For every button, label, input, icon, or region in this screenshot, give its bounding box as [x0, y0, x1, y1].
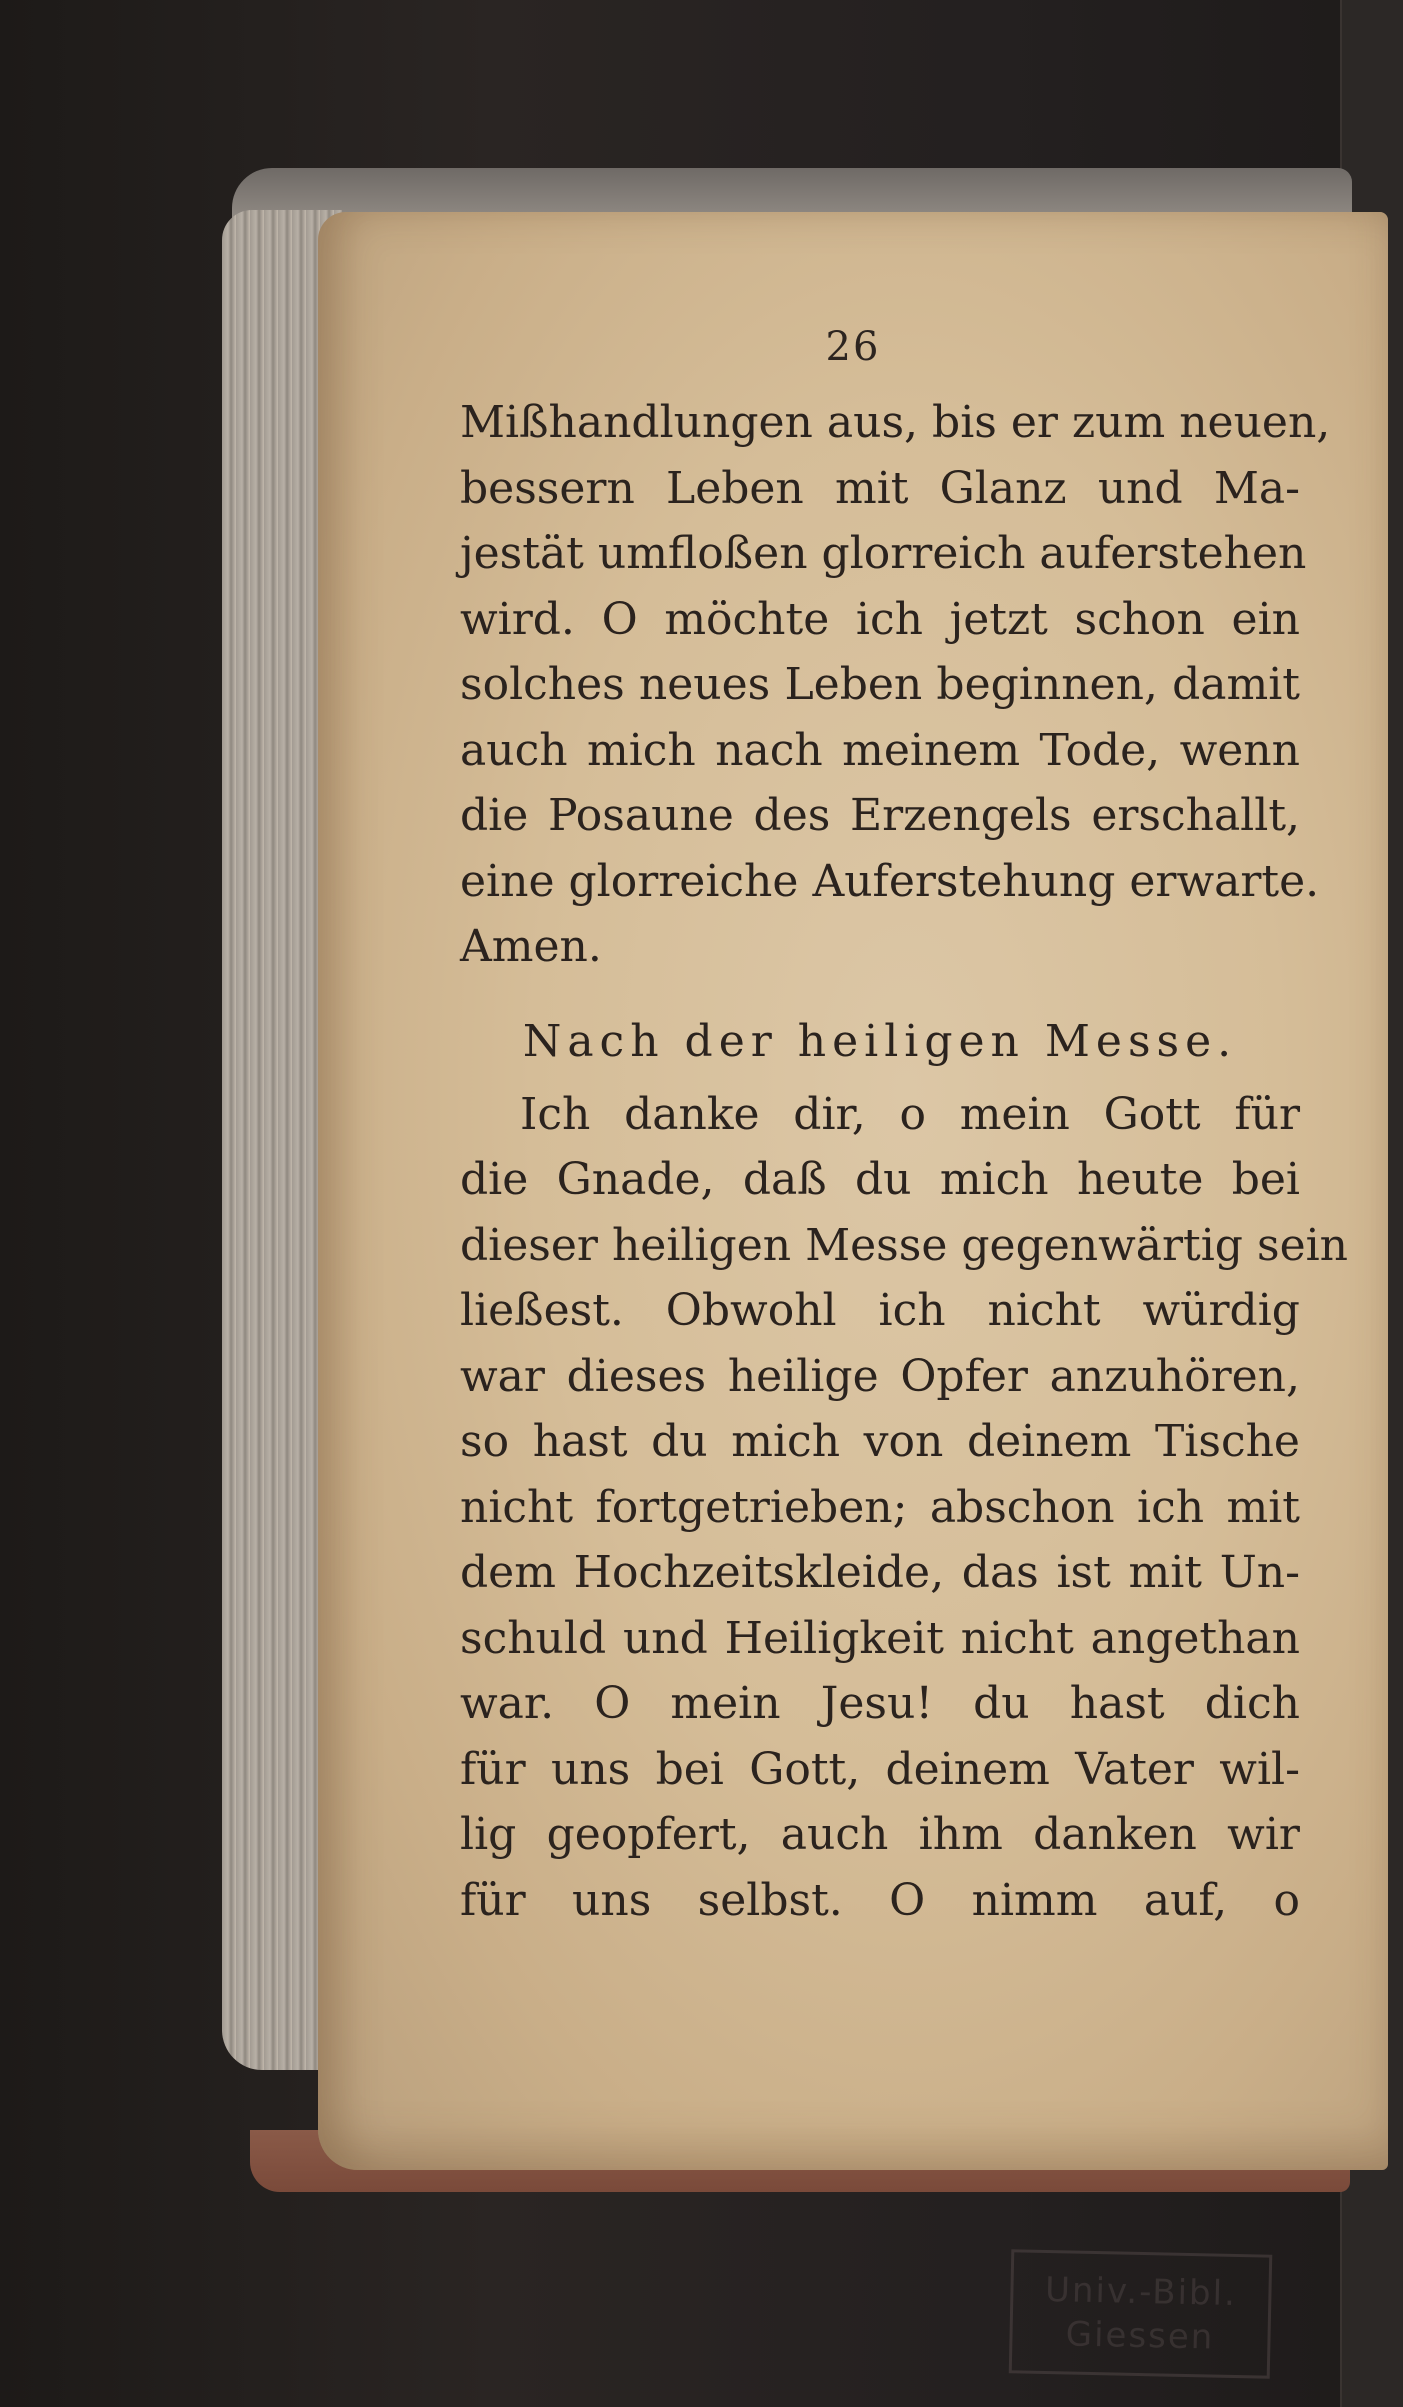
- word: mit: [1128, 1547, 1202, 1598]
- word: deinem: [885, 1743, 1050, 1795]
- word: du: [854, 1154, 912, 1205]
- word: war: [460, 1350, 545, 1402]
- word: bei: [1231, 1154, 1300, 1205]
- word: Gott,: [749, 1743, 861, 1795]
- word: selbst.: [697, 1874, 843, 1926]
- word: heute: [1076, 1154, 1204, 1205]
- word: für: [460, 1874, 526, 1926]
- text-line: [460, 1868, 1300, 1934]
- word: würdig: [1142, 1285, 1300, 1336]
- word: Heiligkeit: [724, 1612, 944, 1664]
- stamp-line-2: Giessen: [1065, 2314, 1215, 2358]
- word: Opfer: [900, 1350, 1028, 1402]
- text-line: [460, 652, 1300, 718]
- word: ich: [855, 593, 923, 645]
- word: schuld: [460, 1612, 607, 1664]
- word: bei: [655, 1743, 724, 1795]
- word: mit: [834, 462, 909, 514]
- word: Auferstehung: [812, 855, 1116, 907]
- paragraph-1: [460, 390, 1331, 980]
- word: danke: [624, 1088, 760, 1140]
- word: damit: [1172, 659, 1300, 710]
- word: hast: [1069, 1678, 1165, 1729]
- word: jetzt: [949, 593, 1048, 645]
- word: abschon: [929, 1481, 1115, 1533]
- word: dich: [1204, 1678, 1300, 1729]
- word: ließest.: [460, 1285, 624, 1336]
- word: für: [460, 1743, 526, 1795]
- section-heading: Nach der heiligen Messe.: [522, 1015, 1238, 1067]
- word: er: [1010, 397, 1058, 448]
- word: glorreiche: [568, 855, 799, 907]
- word: eine: [460, 855, 555, 907]
- word: Un-: [1219, 1547, 1300, 1598]
- word: geopfert,: [546, 1809, 751, 1860]
- word: die: [460, 1154, 529, 1205]
- word: wil-: [1219, 1743, 1300, 1795]
- word: wenn: [1179, 724, 1300, 776]
- word: sein: [1256, 1219, 1349, 1271]
- word: umfloßen: [597, 528, 808, 579]
- word: bessern: [460, 462, 635, 514]
- text-line: [460, 587, 1300, 653]
- word: Erzengels: [850, 790, 1072, 841]
- word: o: [1273, 1874, 1300, 1926]
- word: mich: [586, 724, 696, 776]
- text-line: [460, 456, 1300, 522]
- word: solches: [460, 659, 625, 710]
- word: nach: [715, 724, 823, 776]
- word: wir: [1227, 1809, 1300, 1860]
- word: aus,: [826, 397, 919, 448]
- word: Posaune: [547, 790, 734, 841]
- word: erschallt,: [1091, 790, 1300, 841]
- word: heiligen: [611, 1219, 792, 1271]
- text-line: [460, 783, 1300, 849]
- word: nimm: [971, 1874, 1098, 1926]
- word: wird.: [460, 593, 575, 645]
- word: Tische: [1154, 1416, 1300, 1467]
- word: Ma-: [1213, 462, 1300, 514]
- word: lig: [460, 1809, 517, 1860]
- word: bis: [932, 397, 997, 448]
- word: beginnen,: [936, 659, 1158, 710]
- text-line: [460, 1802, 1300, 1868]
- word: Gott: [1103, 1088, 1201, 1140]
- word: für: [1234, 1088, 1300, 1140]
- word: Ich: [520, 1088, 591, 1140]
- word: meinem: [842, 724, 1021, 776]
- word: neues: [638, 659, 771, 710]
- word: von: [863, 1416, 944, 1467]
- text-line: [460, 1540, 1300, 1606]
- word: Tode,: [1039, 724, 1161, 776]
- word: daß: [742, 1154, 827, 1205]
- stamp-line-1: Univ.-Bibl.: [1044, 2270, 1238, 2315]
- word: auferstehen: [1039, 528, 1307, 579]
- word: die: [460, 790, 529, 841]
- word: Vater: [1075, 1743, 1194, 1795]
- word: und: [1097, 462, 1183, 514]
- word: mich: [731, 1416, 841, 1467]
- text-line: [460, 1671, 1300, 1737]
- word: mich: [939, 1154, 1049, 1205]
- word: zum: [1071, 397, 1166, 448]
- page-number: 26: [825, 324, 881, 370]
- word: hast: [532, 1416, 628, 1467]
- word: gegenwärtig: [961, 1219, 1243, 1271]
- text-line: [460, 718, 1300, 784]
- word: ich: [878, 1285, 946, 1336]
- word: Hochzeitskleide,: [573, 1547, 945, 1598]
- word: dieser: [460, 1219, 598, 1271]
- word: Leben: [665, 462, 804, 514]
- page-text: [460, 390, 1349, 1933]
- word: ich: [1137, 1481, 1205, 1533]
- word: dem: [460, 1547, 556, 1598]
- word: Messe: [805, 1219, 948, 1271]
- text-line: [460, 1147, 1300, 1213]
- word: O: [594, 1678, 631, 1729]
- paragraph-2: [460, 1082, 1349, 1934]
- text-line: [460, 1409, 1300, 1475]
- word: Jesu!: [820, 1678, 933, 1729]
- word: auch: [460, 724, 568, 776]
- word: Obwohl: [665, 1285, 837, 1336]
- word: möchte: [664, 593, 830, 645]
- text-line: [460, 1606, 1300, 1672]
- word: dieses: [566, 1350, 707, 1402]
- word: O: [889, 1874, 926, 1926]
- word: mein: [959, 1088, 1070, 1140]
- text-line: [460, 849, 1320, 915]
- word: nicht: [960, 1612, 1074, 1664]
- word: uns: [572, 1874, 652, 1926]
- word: O: [601, 593, 638, 645]
- word: Mißhandlungen: [460, 397, 813, 448]
- text-line: [460, 914, 1300, 980]
- word: deinem: [966, 1416, 1132, 1467]
- word: heilige: [727, 1350, 879, 1402]
- text-line: [460, 1082, 1300, 1148]
- word: des: [753, 790, 831, 841]
- word: nicht: [460, 1481, 574, 1533]
- word: nicht: [987, 1285, 1101, 1336]
- word: danken: [1033, 1809, 1197, 1860]
- word: Amen.: [460, 921, 602, 972]
- word: erwarte.: [1129, 855, 1320, 907]
- word: mit: [1226, 1481, 1300, 1533]
- book-page: [318, 212, 1388, 2358]
- text-line: [460, 1278, 1300, 1344]
- word: auf,: [1143, 1874, 1228, 1926]
- word: o: [899, 1088, 926, 1140]
- word: dir,: [793, 1088, 866, 1140]
- word: ihm: [918, 1809, 1003, 1860]
- word: uns: [550, 1743, 631, 1795]
- word: du: [651, 1416, 708, 1467]
- word: ist: [1056, 1547, 1111, 1598]
- word: so: [460, 1416, 510, 1467]
- text-line: [460, 521, 1307, 587]
- word: mein: [670, 1678, 781, 1729]
- word: schon: [1074, 593, 1205, 645]
- word: ein: [1231, 593, 1300, 645]
- word: war.: [460, 1678, 555, 1729]
- word: neuen,: [1179, 397, 1331, 448]
- text-line: [460, 1344, 1300, 1410]
- text-line: [460, 390, 1331, 456]
- word: Gnade,: [556, 1154, 715, 1205]
- word: jestät: [460, 528, 584, 579]
- word: du: [973, 1678, 1030, 1729]
- word: anzuhören,: [1049, 1350, 1300, 1402]
- word: fortgetrieben;: [595, 1481, 908, 1533]
- word: das: [961, 1547, 1039, 1598]
- word: Glanz: [939, 462, 1067, 514]
- word: angethan: [1090, 1612, 1300, 1664]
- text-line: [460, 1213, 1349, 1279]
- text-line: [460, 1475, 1300, 1541]
- word: und: [622, 1612, 708, 1664]
- text-line: [460, 1737, 1300, 1803]
- word: glorreich: [821, 528, 1026, 579]
- library-stamp: [1009, 2249, 1273, 2378]
- word: auch: [780, 1809, 889, 1860]
- word: Leben: [784, 659, 923, 710]
